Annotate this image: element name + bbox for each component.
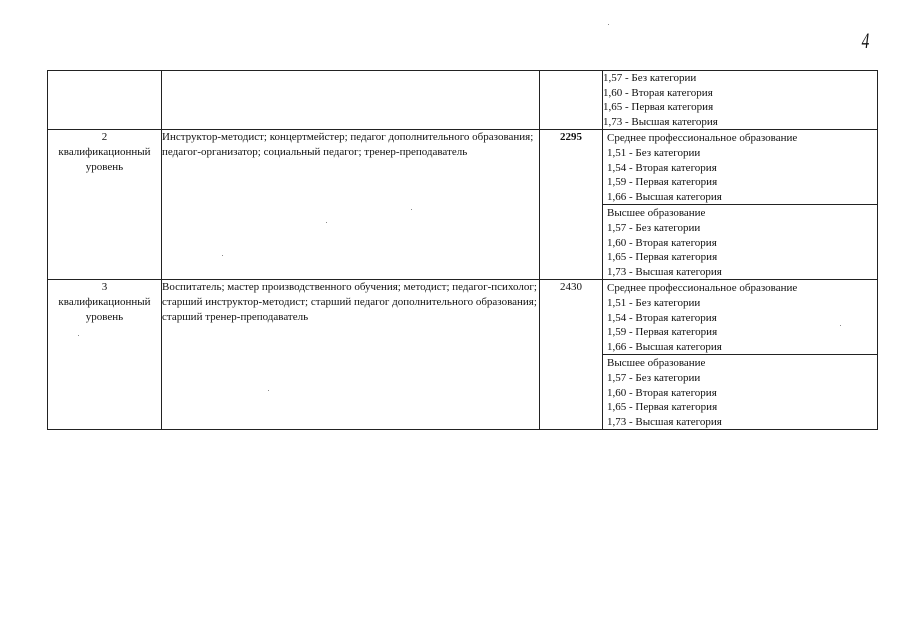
coefficient-line: 1,57 - Без категории (607, 371, 701, 384)
coefficient-line: 1,66 - Высшая категория (607, 190, 722, 203)
scan-speck (78, 335, 79, 336)
education-heading: Высшее образование (607, 357, 706, 370)
coefficient-line: 1,54 - Вторая категория (607, 161, 717, 174)
scan-speck (268, 390, 269, 391)
coefficient-line: 1,59 - Первая категория (607, 176, 718, 189)
scan-speck (222, 255, 223, 256)
positions-cell (162, 130, 540, 280)
salary-cell (540, 71, 603, 130)
coefficient-line: 1,60 - Вторая категория (607, 386, 717, 399)
level-number: 2 (101, 131, 108, 144)
scan-speck (840, 325, 841, 326)
coefficient-line: 1,59 - Первая категория (607, 326, 718, 339)
salary-cell (540, 280, 603, 430)
education-heading: Высшее образование (607, 207, 706, 220)
table-row (48, 71, 878, 130)
coefficient-line: 1,60 - Вторая категория (607, 236, 717, 249)
positions-cell (162, 280, 540, 430)
coefficient-line: 1,57 - Без категории (607, 221, 701, 234)
level-cell (48, 71, 162, 130)
coefficient-line: 1,54 - Вторая категория (607, 311, 717, 324)
coefficient-cell (603, 130, 878, 280)
coefficient-line: 1,73 - Высшая категория (607, 265, 722, 278)
scan-speck (326, 222, 327, 223)
level-label: квалификационный (58, 295, 151, 308)
coefficient-line: 1,65 - Первая категория (607, 401, 718, 414)
qualification-table (47, 70, 878, 430)
level-cell (48, 280, 162, 430)
salary-value: 2295 (560, 131, 582, 144)
level-number: 3 (101, 281, 108, 294)
coefficient-line: 1,73 - Высшая категория (607, 415, 722, 428)
salary-value: 2430 (560, 281, 582, 294)
coefficient-line: 1,73 - Высшая категория (603, 115, 718, 128)
table-row (48, 130, 878, 280)
level-label: квалификационный (58, 145, 151, 158)
positions-text: Воспитатель; мастер производственного обучения; методист; педагог-психолог; старший инструктор-методист; старший педагог дополнительного образования; старший тренер-преподаватель (162, 281, 537, 323)
coefficient-cell (603, 280, 878, 430)
education-heading: Среднее профессиональное образование (607, 282, 798, 295)
education-heading: Среднее профессиональное образование (607, 132, 798, 145)
page-number: 4 (861, 28, 870, 53)
coefficient-line: 1,51 - Без категории (607, 296, 701, 309)
level-cell (48, 130, 162, 280)
level-label: уровень (85, 310, 124, 323)
coefficient-line: 1,57 - Без категории (603, 72, 697, 84)
scan-speck (411, 209, 412, 210)
salary-cell (540, 130, 603, 280)
positions-cell (162, 71, 540, 130)
table-row (48, 280, 878, 430)
scan-speck (608, 24, 609, 25)
coefficient-cell (603, 71, 878, 130)
coefficient-line: 1,66 - Высшая категория (607, 340, 722, 353)
coefficient-line: 1,60 - Вторая категория (603, 86, 713, 99)
positions-text: Инструктор-методист; концертмейстер; педагог дополнительного образования; педагог-организатор; социальный педагог; тренер-преподаватель (162, 131, 534, 158)
coefficient-line: 1,65 - Первая категория (603, 101, 714, 114)
coefficient-line: 1,65 - Первая категория (607, 251, 718, 264)
coefficient-line: 1,51 - Без категории (607, 146, 701, 159)
level-label: уровень (85, 160, 124, 173)
